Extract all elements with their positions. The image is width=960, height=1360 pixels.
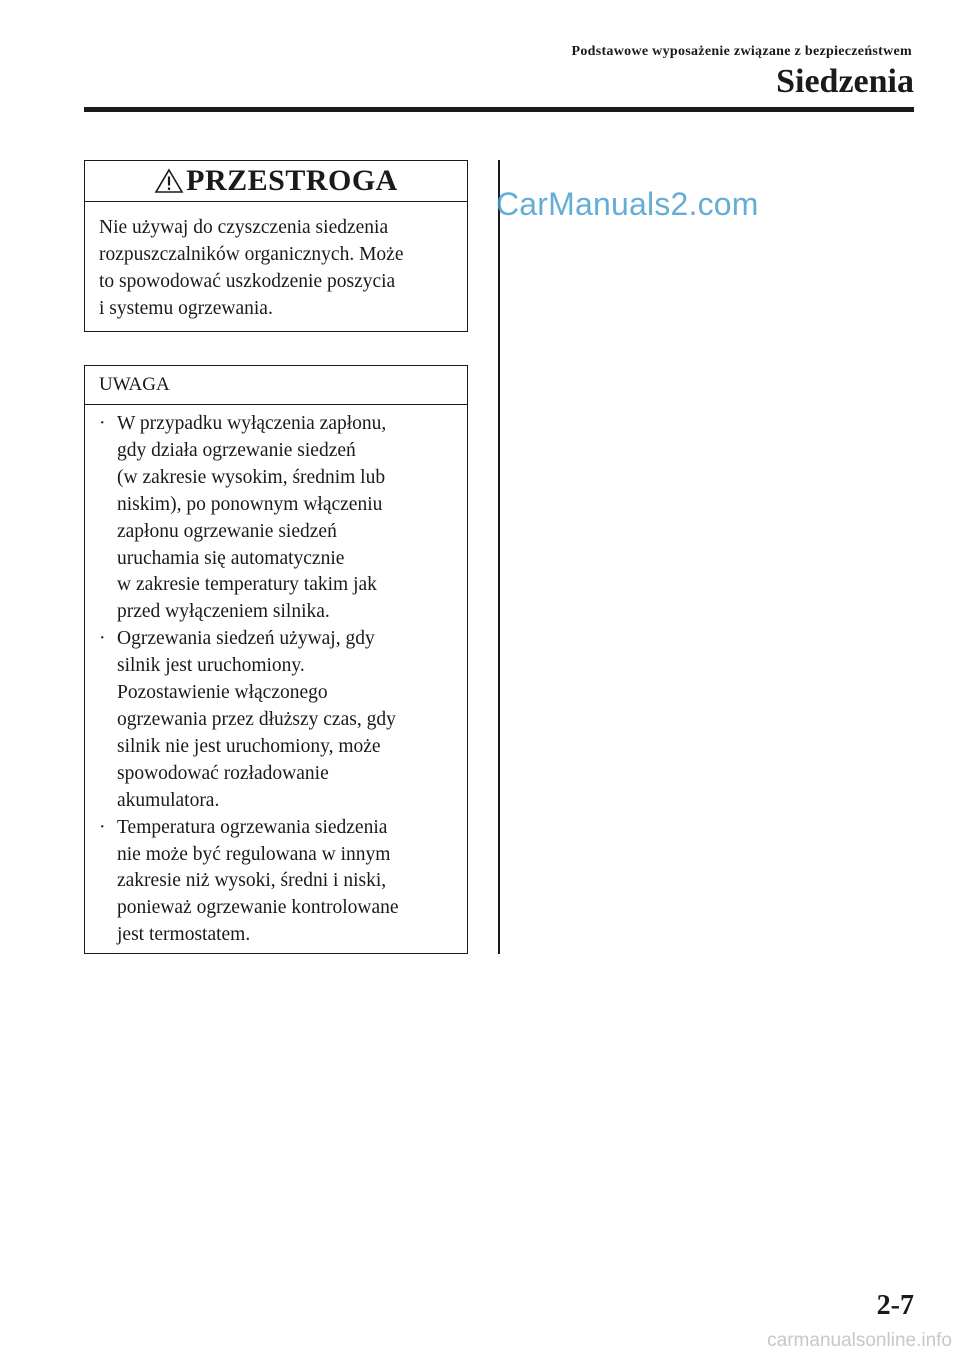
note-line: przed wyłączeniem silnika. xyxy=(117,601,330,623)
note-line: silnik jest uruchomiony. xyxy=(117,655,305,677)
note-line: zapłonu ogrzewanie siedzeń xyxy=(117,520,337,542)
caution-line: Nie używaj do czyszczenia siedzenia xyxy=(99,217,389,238)
column-divider xyxy=(498,160,500,954)
note-line: niskim), po ponownym włączeniu xyxy=(117,493,383,515)
caution-header xyxy=(85,161,467,202)
note-item xyxy=(99,411,457,626)
note-line: W przypadku wyłączenia zapłonu, xyxy=(117,413,387,434)
note-line: Temperatura ogrzewania siedzenia xyxy=(117,816,388,838)
note-line: ponieważ ogrzewanie kontrolowane xyxy=(117,897,399,919)
note-line: (w zakresie wysokim, średnim lub xyxy=(117,466,386,488)
note-line: uruchamia się automatycznie xyxy=(117,547,345,569)
section-subtitle: Podstawowe wyposażenie związane z bezpieczeństwem xyxy=(571,44,912,59)
note-item xyxy=(99,626,457,814)
note-line: silnik nie jest uruchomiony, może xyxy=(117,735,381,757)
header-divider xyxy=(84,107,914,112)
caution-line: i systemu ogrzewania. xyxy=(99,298,273,319)
note-line: Pozostawienie włączonego xyxy=(117,682,328,704)
note-title: UWAGA xyxy=(85,366,467,405)
note-line: Ogrzewania siedzeń używaj, gdy xyxy=(117,628,375,650)
note-line: gdy działa ogrzewanie siedzeń xyxy=(117,439,356,461)
note-line: ogrzewania przez dłuższy czas, gdy xyxy=(117,708,396,730)
footer-watermark: carmanualsonline.info xyxy=(767,1330,952,1351)
note-line: w zakresie temperatury takim jak xyxy=(117,574,377,596)
warning-triangle-icon xyxy=(154,168,184,194)
bullet: · xyxy=(99,628,106,650)
caution-title: PRZESTROGA xyxy=(186,164,398,197)
page-number: 2-7 xyxy=(876,1290,914,1321)
page-title: Siedzenia xyxy=(776,63,914,100)
caution-text xyxy=(85,202,467,322)
note-box xyxy=(84,365,468,954)
bullet: · xyxy=(99,413,106,434)
note-list xyxy=(85,405,467,949)
watermark: CarManuals2.com xyxy=(496,186,759,222)
note-line: nie może być regulowana w innym xyxy=(117,843,391,865)
note-item xyxy=(99,815,457,950)
note-line: akumulatora. xyxy=(117,789,220,811)
caution-line: to spowodować uszkodzenie poszycia xyxy=(99,271,396,292)
note-line: jest termostatem. xyxy=(117,924,251,946)
bullet: · xyxy=(99,816,106,838)
caution-line: rozpuszczalników organicznych. Może xyxy=(99,244,404,265)
caution-box xyxy=(84,160,468,332)
note-line: spowodować rozładowanie xyxy=(117,762,329,784)
note-line: zakresie niż wysoki, średni i niski, xyxy=(117,870,387,892)
